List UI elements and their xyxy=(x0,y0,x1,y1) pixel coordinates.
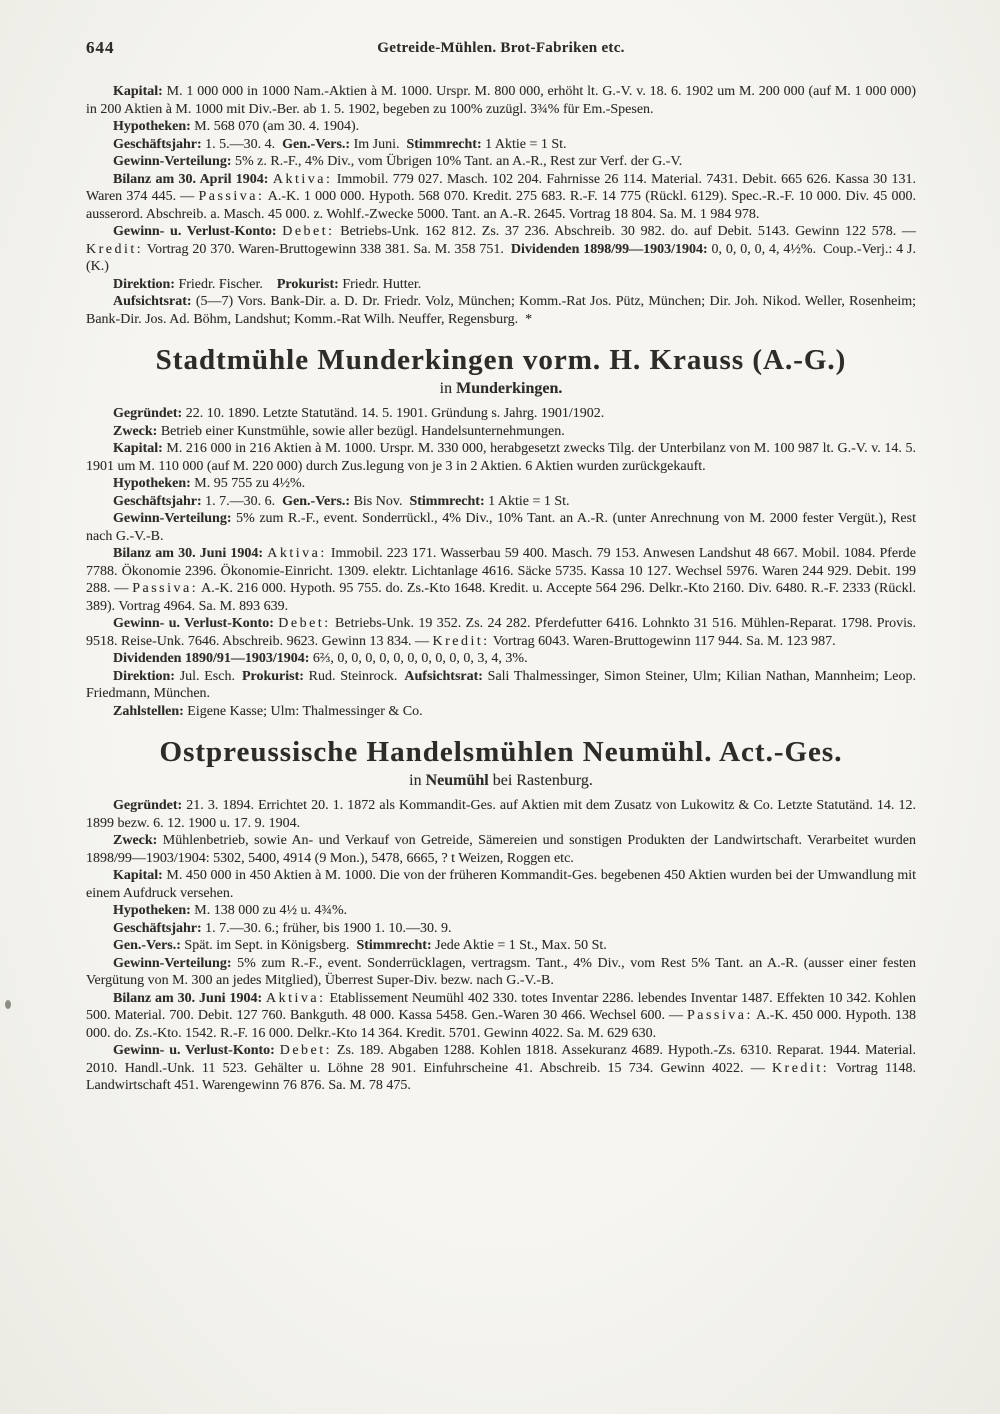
text-run: A.-K. 216 000. Hypoth. 95 755. do. Zs.-Kto 1648. Kredit. u. Accepte 564 296. Delkr.-Kto 2160. Div. 6480. R.-F. 2333 (Rückl. 389). Vortrag 4964. Sa. M. 893 639. xyxy=(86,581,917,614)
bold-label: Hypotheken: xyxy=(113,119,191,134)
bold-label: Kapital: xyxy=(113,84,163,99)
spaced-label: Aktiva: xyxy=(266,990,326,1006)
bold-label: Gewinn-Verteilung: xyxy=(113,955,232,971)
bold-label: Gewinn- u. Verlust-Konto: xyxy=(113,1043,275,1058)
text-run: Jede Aktie = 1 St., Max. 50 St. xyxy=(431,938,607,953)
text-run: (5—7) Vors. Bank-Dir. a. D. Dr. Friedr. Volz, München; Komm.-Rat Jos. Pütz, München; Dir. Joh. Nikod. Weller, Rosenheim; Bank-Dir. Jos. Ad. Böhm, Landshut; Komm.-Rat Wilh. Neuffer, Regensburg. * xyxy=(86,294,916,327)
entry-paragraph xyxy=(86,423,916,441)
entry-paragraph xyxy=(86,797,916,832)
text-run: Vortrag 20 370. Waren-Bruttogewinn 338 381. Sa. M. 358 751. xyxy=(143,241,511,257)
bold-label: Gewinn-Verteilung: xyxy=(113,154,232,169)
bold-label: Munderkingen. xyxy=(456,380,563,397)
text-run: Betriebs-Unk. 19 352. Zs. 24 282. Pferdefutter 6416. Lohnkto 31 516. Mühlen-Reparat. 1798. Provis. 9518. Reise-Unk. 7646. Abschreib. 9623. Gewinn 13 834. — xyxy=(86,616,917,649)
spaced-label: Passiva: xyxy=(686,1008,753,1023)
bold-label: Aufsichtsrat: xyxy=(113,294,192,309)
bold-label: Gegründet: xyxy=(113,798,183,813)
text-run: M. 450 000 in 450 Aktien à M. 1000. Die von der früheren Kommandit-Ges. begebenen 450 Aktien wurden bei der Umwandlung mit einem Aufdruck versehen. xyxy=(86,868,916,901)
entry-paragraph xyxy=(86,440,916,475)
spaced-label: Passiva: xyxy=(198,189,265,204)
entry-paragraph xyxy=(86,171,916,224)
bold-label: Geschäftsjahr: xyxy=(113,493,202,509)
text-run: M. 216 000 in 216 Aktien à M. 1000. Urspr. M. 330 000, herabgesetzt zwecks Tilg. der Unterbilanz von M. 100 987 lt. G.-V. v. 14. 5. 1901 um M. 110 000 (auf M. 220 000) durch Zus.legung von je 3 in 2 Aktien. 6 Aktien wurden zurückgekauft. xyxy=(86,441,916,474)
text-run: Vortrag 1148. Landwirtschaft 451. Warengewinn 76 876. Sa. M. 78 475. xyxy=(86,1060,916,1093)
bold-label: Stimmrecht: xyxy=(406,136,482,152)
text-run: 0, 0, 0, 0, 4, 4½%. Coup.-Verj.: 4 J. (K.) xyxy=(86,241,916,274)
entry-paragraph xyxy=(86,615,916,650)
spaced-label: Kredit: xyxy=(771,1060,830,1076)
text-run: 6⅔, 0, 0, 0, 0, 0, 0, 0, 0, 0, 0, 3, 4, 3%. xyxy=(309,651,528,666)
bold-label: Gen.-Vers.: xyxy=(282,493,351,509)
bold-label: Zweck: xyxy=(113,833,158,848)
bold-label: Gewinn- u. Verlust-Konto: xyxy=(113,224,277,239)
text-run: Friedr. Fischer. xyxy=(174,276,277,292)
bold-label: Geschäftsjahr: xyxy=(113,136,202,152)
entry-paragraph xyxy=(86,920,916,938)
bold-label: Gewinn- u. Verlust-Konto: xyxy=(113,616,274,631)
text-run: 1 Aktie = 1 St. xyxy=(484,493,570,509)
spaced-label: Kredit: xyxy=(432,633,490,649)
text-run: 5% zum R.-F., event. Sonderrücklagen, vertragsm. Tant., 4% Div., vom Rest 5% Tant. an A.-R. (ausser einer festen Vergütung von M. 300 an jedes Mitglied), Überrest Super-Div. bezw. nach G.-V.-B. xyxy=(86,955,916,988)
bold-label: Direktion: xyxy=(113,668,175,684)
entry-paragraph xyxy=(86,1042,916,1095)
entry-paragraph xyxy=(86,276,916,294)
bold-label: Kapital: xyxy=(113,868,163,883)
entry-paragraph xyxy=(86,493,916,511)
entry-paragraph xyxy=(86,668,916,703)
text-run: Mühlenbetrieb, sowie An- und Verkauf von Getreide, Sämereien und sonstigen Produkten der Landwirtschaft. Verarbeitet wurden 1898/99—1903/1904: 5302, 5400, 4914 (9 Mon.), 5478, 6665, ? t Weizen, Roggen etc. xyxy=(86,833,916,866)
company-subtitle xyxy=(86,379,916,398)
spaced-label: Debet: xyxy=(282,224,335,239)
text-run: Vortrag 6043. Waren-Bruttogewinn 117 944. Sa. M. 123 987. xyxy=(489,633,836,649)
bold-label: Stimmrecht: xyxy=(409,493,485,509)
text-run: 1 Aktie = 1 St. xyxy=(481,136,567,152)
bold-label: Prokurist: xyxy=(241,668,304,684)
text-run: in xyxy=(409,772,426,789)
entry-paragraph xyxy=(86,83,916,118)
entry-paragraph xyxy=(86,937,916,955)
text-run: 5% z. R.-F., 4% Div., vom Übrigen 10% Tant. an A.-R., Rest zur Verf. der G.-V. xyxy=(231,154,683,169)
entry-paragraph xyxy=(86,703,916,721)
company-title: Ostpreussische Handelsmühlen Neumühl. Act.-Ges. xyxy=(159,736,843,768)
entry-paragraph xyxy=(86,955,916,990)
text-run: M. 568 070 (am 30. 4. 1904). xyxy=(190,119,360,134)
text-run: Friedr. Hutter. xyxy=(338,276,422,292)
entry-paragraph xyxy=(86,510,916,545)
entry-paragraph xyxy=(86,832,916,867)
bold-label: Bilanz am 30. April 1904: xyxy=(113,171,269,187)
spaced-label: Aktiva: xyxy=(272,171,333,187)
text-run: Rud. Steinrock. xyxy=(303,668,405,684)
text-run: 1. 7.—30. 6.; früher, bis 1900 1. 10.—30. 9. xyxy=(201,920,452,936)
text-run: Spät. im Sept. in Königsberg. xyxy=(180,938,357,953)
text-run: in xyxy=(439,380,457,397)
bold-label: Hypotheken: xyxy=(113,903,191,918)
bold-label: Gegründet: xyxy=(113,406,183,421)
entry-paragraph xyxy=(86,867,916,902)
text-run: Eigene Kasse; Ulm: Thalmessinger & Co. xyxy=(183,703,423,719)
entry-paragraph xyxy=(86,405,916,423)
entry-paragraph xyxy=(86,475,916,493)
bold-label: Neumühl xyxy=(425,772,489,789)
bold-label: Dividenden 1890/91—1903/1904: xyxy=(113,651,310,666)
text-run: Immobil. 779 027. Masch. 102 204. Fahrnisse 26 114. Material. 7431. Debit. 665 626. Kassa 30 131. Waren 374 445. — xyxy=(86,171,917,204)
text-run: Jul. Esch. xyxy=(174,668,242,684)
text-run: 1. 7.—30. 6. xyxy=(201,493,283,509)
bold-label: Bilanz am 30. Juni 1904: xyxy=(113,546,264,561)
text-run: Sali Thalmessinger, Simon Steiner, Ulm; Kilian Nathan, Mannheim; Leop. Friedmann, München. xyxy=(86,668,916,701)
text-run: M. 95 755 zu 4½%. xyxy=(190,476,306,491)
company-subtitle xyxy=(86,771,916,790)
page-header xyxy=(86,40,916,60)
text-run: 22. 10. 1890. Letzte Statutänd. 14. 5. 1901. Gründung s. Jahrg. 1901/1902. xyxy=(182,406,605,421)
text-run: bei Rastenburg. xyxy=(488,772,593,789)
scan-speck xyxy=(5,1000,11,1009)
text-run: A.-K. 1 000 000. Hypoth. 568 070. Kredit. 275 683. R.-F. 14 775 (Rückl. 6129). Spec.-R.-F. 10 000. Div. 45 000. ausserord. Abschreib. a. Masch. 45 000. z. Wohlf.-Zwecke 5000. Tant. an A.-R. 2645. Vortrag 18 804. Sa. M. 1 984 978. xyxy=(86,189,916,222)
entry-paragraph xyxy=(86,136,916,154)
company-title: Stadtmühle Munderkingen vorm. H. Krauss (A.-G.) xyxy=(155,344,847,376)
entry-paragraph xyxy=(86,223,916,276)
bold-label: Hypotheken: xyxy=(113,476,191,491)
bold-label: Bilanz am 30. Juni 1904: xyxy=(113,990,263,1006)
text-run: 21. 3. 1894. Errichtet 20. 1. 1872 als Kommandit-Ges. auf Aktien mit dem Zusatz von Lukowitz & Co. Letzte Statutänd. 14. 12. 1899 bezw. 6. 12. 1900 u. 17. 9. 1904. xyxy=(86,798,916,831)
text-run: Zs. 189. Abgaben 1288. Kohlen 1818. Assekuranz 4689. Hypoth.-Zs. 6310. Reparat. 1944. Material. 2010. Handl.-Unk. 11 523. Gehälter u. Löhne 28 901. Einfuhrscheine 41. Abschreib. 15 734. Gewinn 4022. — xyxy=(86,1043,916,1076)
bold-label: Kapital: xyxy=(113,441,163,456)
bold-label: Zahlstellen: xyxy=(113,703,184,719)
text-run: Bis Nov. xyxy=(350,493,410,509)
entry-paragraph xyxy=(86,650,916,668)
text-run: M. 1 000 000 in 1000 Nam.-Aktien à M. 1000. Urspr. M. 800 000, erhöht lt. G.-V. v. 18. 6. 1902 um M. 200 000 (auf M. 1 000 000) in 200 Aktien à M. 1000 mit Div.-Ber. ab 1. 5. 1902, begeben zu 100% zuzügl. 3¾% für Em.-Spesen. xyxy=(86,84,916,117)
bold-label: Direktion: xyxy=(113,276,175,292)
spaced-label: Debet: xyxy=(278,616,331,631)
entry-paragraph xyxy=(86,293,916,328)
bold-label: Gewinn-Verteilung: xyxy=(113,511,232,526)
text-run: 1. 5.—30. 4. xyxy=(201,136,283,152)
bold-label: Gen.-Vers.: xyxy=(113,938,181,953)
bold-label: Dividenden 1898/99—1903/1904: xyxy=(510,241,708,257)
spaced-label: Passiva: xyxy=(132,581,199,596)
page-body xyxy=(86,83,916,1095)
running-title: Getreide-Mühlen. Brot-Fabriken etc. xyxy=(377,40,625,56)
spaced-label: Aktiva: xyxy=(267,546,327,561)
entry-paragraph xyxy=(86,902,916,920)
text-run: Etablissement Neumühl 402 330. totes Inventar 2286. lebendes Inventar 1487. Effekten 10 342. Kohlen 500. Material. 700. Debit. 127 760. Bankguth. 48 000. Kassa 5458. Gen.-Waren 30 466. Wechsel 600. — xyxy=(86,990,917,1023)
bold-label: Stimmrecht: xyxy=(356,938,432,953)
entry-paragraph xyxy=(86,153,916,171)
page-number: 644 xyxy=(86,38,115,57)
entry-paragraph xyxy=(86,118,916,136)
entry-paragraph xyxy=(86,545,916,615)
bold-label: Aufsichtsrat: xyxy=(404,668,483,684)
bold-label: Geschäftsjahr: xyxy=(113,920,202,936)
spaced-label: Kredit: xyxy=(86,241,144,257)
bold-label: Zweck: xyxy=(113,423,158,439)
text-run: 5% zum R.-F., event. Sonderrückl., 4% Div., 10% Tant. an A.-R. (unter Anrechnung von M. 2000 fester Vergüt.), Rest nach G.-V.-B. xyxy=(86,511,916,544)
text-run: Immobil. 223 171. Wasserbau 59 400. Masch. 79 153. Anwesen Landshut 48 667. Mobil. 1084. Pferde 7788. Ökonomie 2396. Ökonomie-Einricht. 1309. elektr. Lichtanlage 4616. Säcke 5735. Kassa 10 127. Wechsel 5976. Waren 244 929. Debit. 199 288. — xyxy=(86,546,917,596)
text-run: Im Juni. xyxy=(350,136,407,152)
text-run: A.-K. 450 000. Hypoth. 138 000. do. Zs.-Kto. 1542. R.-F. 16 000. Delkr.-Kto 14 364. Kredit. 5701. Gewinn 4022. Sa. M. 629 630. xyxy=(86,1008,916,1041)
spaced-label: Debet: xyxy=(279,1043,333,1058)
text-run: Betrieb einer Kunstmühle, sowie aller bezügl. Handelsunternehmungen. xyxy=(157,423,565,439)
bold-label: Prokurist: xyxy=(276,276,339,292)
entry-paragraph xyxy=(86,990,916,1043)
bold-label: Gen.-Vers.: xyxy=(282,136,351,152)
text-run: Betriebs-Unk. 162 812. Zs. 37 236. Abschreib. 30 982. do. auf Debit. 5143. Gewinn 122 578. — xyxy=(334,224,917,239)
text-run: M. 138 000 zu 4½ u. 4¾%. xyxy=(190,903,348,918)
